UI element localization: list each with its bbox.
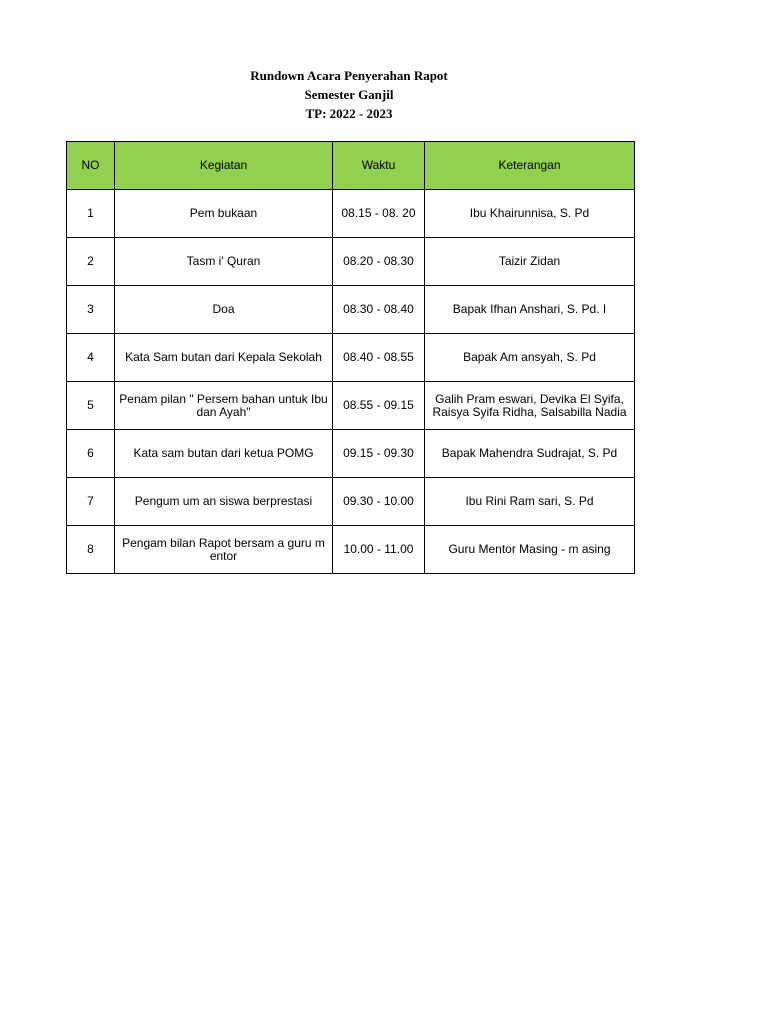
column-header-kegiatan: Kegiatan: [115, 142, 333, 190]
document-title: [0, 66, 698, 123]
cell-no: 4: [67, 334, 115, 382]
cell-kegiatan: Pem bukaan: [115, 190, 333, 238]
cell-kegiatan: Pengum um an siswa berprestasi: [115, 478, 333, 526]
column-header-keterangan: Keterangan: [425, 142, 635, 190]
column-header-waktu: Waktu: [333, 142, 425, 190]
cell-keterangan: Ibu Rini Ram sari, S. Pd: [425, 478, 635, 526]
table-row: [67, 334, 635, 382]
cell-keterangan: Ibu Khairunnisa, S. Pd: [425, 190, 635, 238]
cell-kegiatan: Pengam bilan Rapot bersam a guru m entor: [115, 526, 333, 574]
cell-kegiatan: Tasm i' Quran: [115, 238, 333, 286]
title-line-2: Semester Ganjil: [304, 87, 394, 102]
cell-keterangan: Bapak Mahendra Sudrajat, S. Pd: [425, 430, 635, 478]
table-row: [67, 286, 635, 334]
cell-keterangan: Guru Mentor Masing - m asing: [425, 526, 635, 574]
rundown-table: [66, 141, 635, 574]
table-row: [67, 238, 635, 286]
cell-no: 2: [67, 238, 115, 286]
table-row: [67, 478, 635, 526]
cell-no: 1: [67, 190, 115, 238]
cell-keterangan: Galih Pram eswari, Devika El Syifa, Raisya Syifa Ridha, Salsabilla Nadia: [425, 382, 635, 430]
cell-keterangan: Bapak Am ansyah, S. Pd: [425, 334, 635, 382]
cell-waktu: 08.40 - 08.55: [333, 334, 425, 382]
table-row: [67, 190, 635, 238]
title-line-3: TP: 2022 - 2023: [305, 106, 393, 121]
title-line-1: Rundown Acara Penyerahan Rapot: [250, 68, 448, 83]
cell-no: 3: [67, 286, 115, 334]
cell-no: 5: [67, 382, 115, 430]
table-row: [67, 430, 635, 478]
table-row: [67, 526, 635, 574]
cell-kegiatan: Kata sam butan dari ketua POMG: [115, 430, 333, 478]
cell-waktu: 08.55 - 09.15: [333, 382, 425, 430]
cell-waktu: 10.00 - 11.00: [333, 526, 425, 574]
cell-no: 6: [67, 430, 115, 478]
cell-waktu: 09.15 - 09.30: [333, 430, 425, 478]
table-header-row: [67, 142, 635, 190]
cell-no: 8: [67, 526, 115, 574]
cell-keterangan: Taizir Zidan: [425, 238, 635, 286]
cell-waktu: 08.20 - 08.30: [333, 238, 425, 286]
cell-waktu: 08.15 - 08. 20: [333, 190, 425, 238]
column-header-no: NO: [67, 142, 115, 190]
cell-no: 7: [67, 478, 115, 526]
cell-keterangan: Bapak Ifhan Anshari, S. Pd. I: [425, 286, 635, 334]
cell-kegiatan: Doa: [115, 286, 333, 334]
cell-waktu: 08.30 - 08.40: [333, 286, 425, 334]
cell-kegiatan: Penam pilan " Persem bahan untuk Ibu dan Ayah": [115, 382, 333, 430]
cell-kegiatan: Kata Sam butan dari Kepala Sekolah: [115, 334, 333, 382]
table-row: [67, 382, 635, 430]
cell-waktu: 09.30 - 10.00: [333, 478, 425, 526]
